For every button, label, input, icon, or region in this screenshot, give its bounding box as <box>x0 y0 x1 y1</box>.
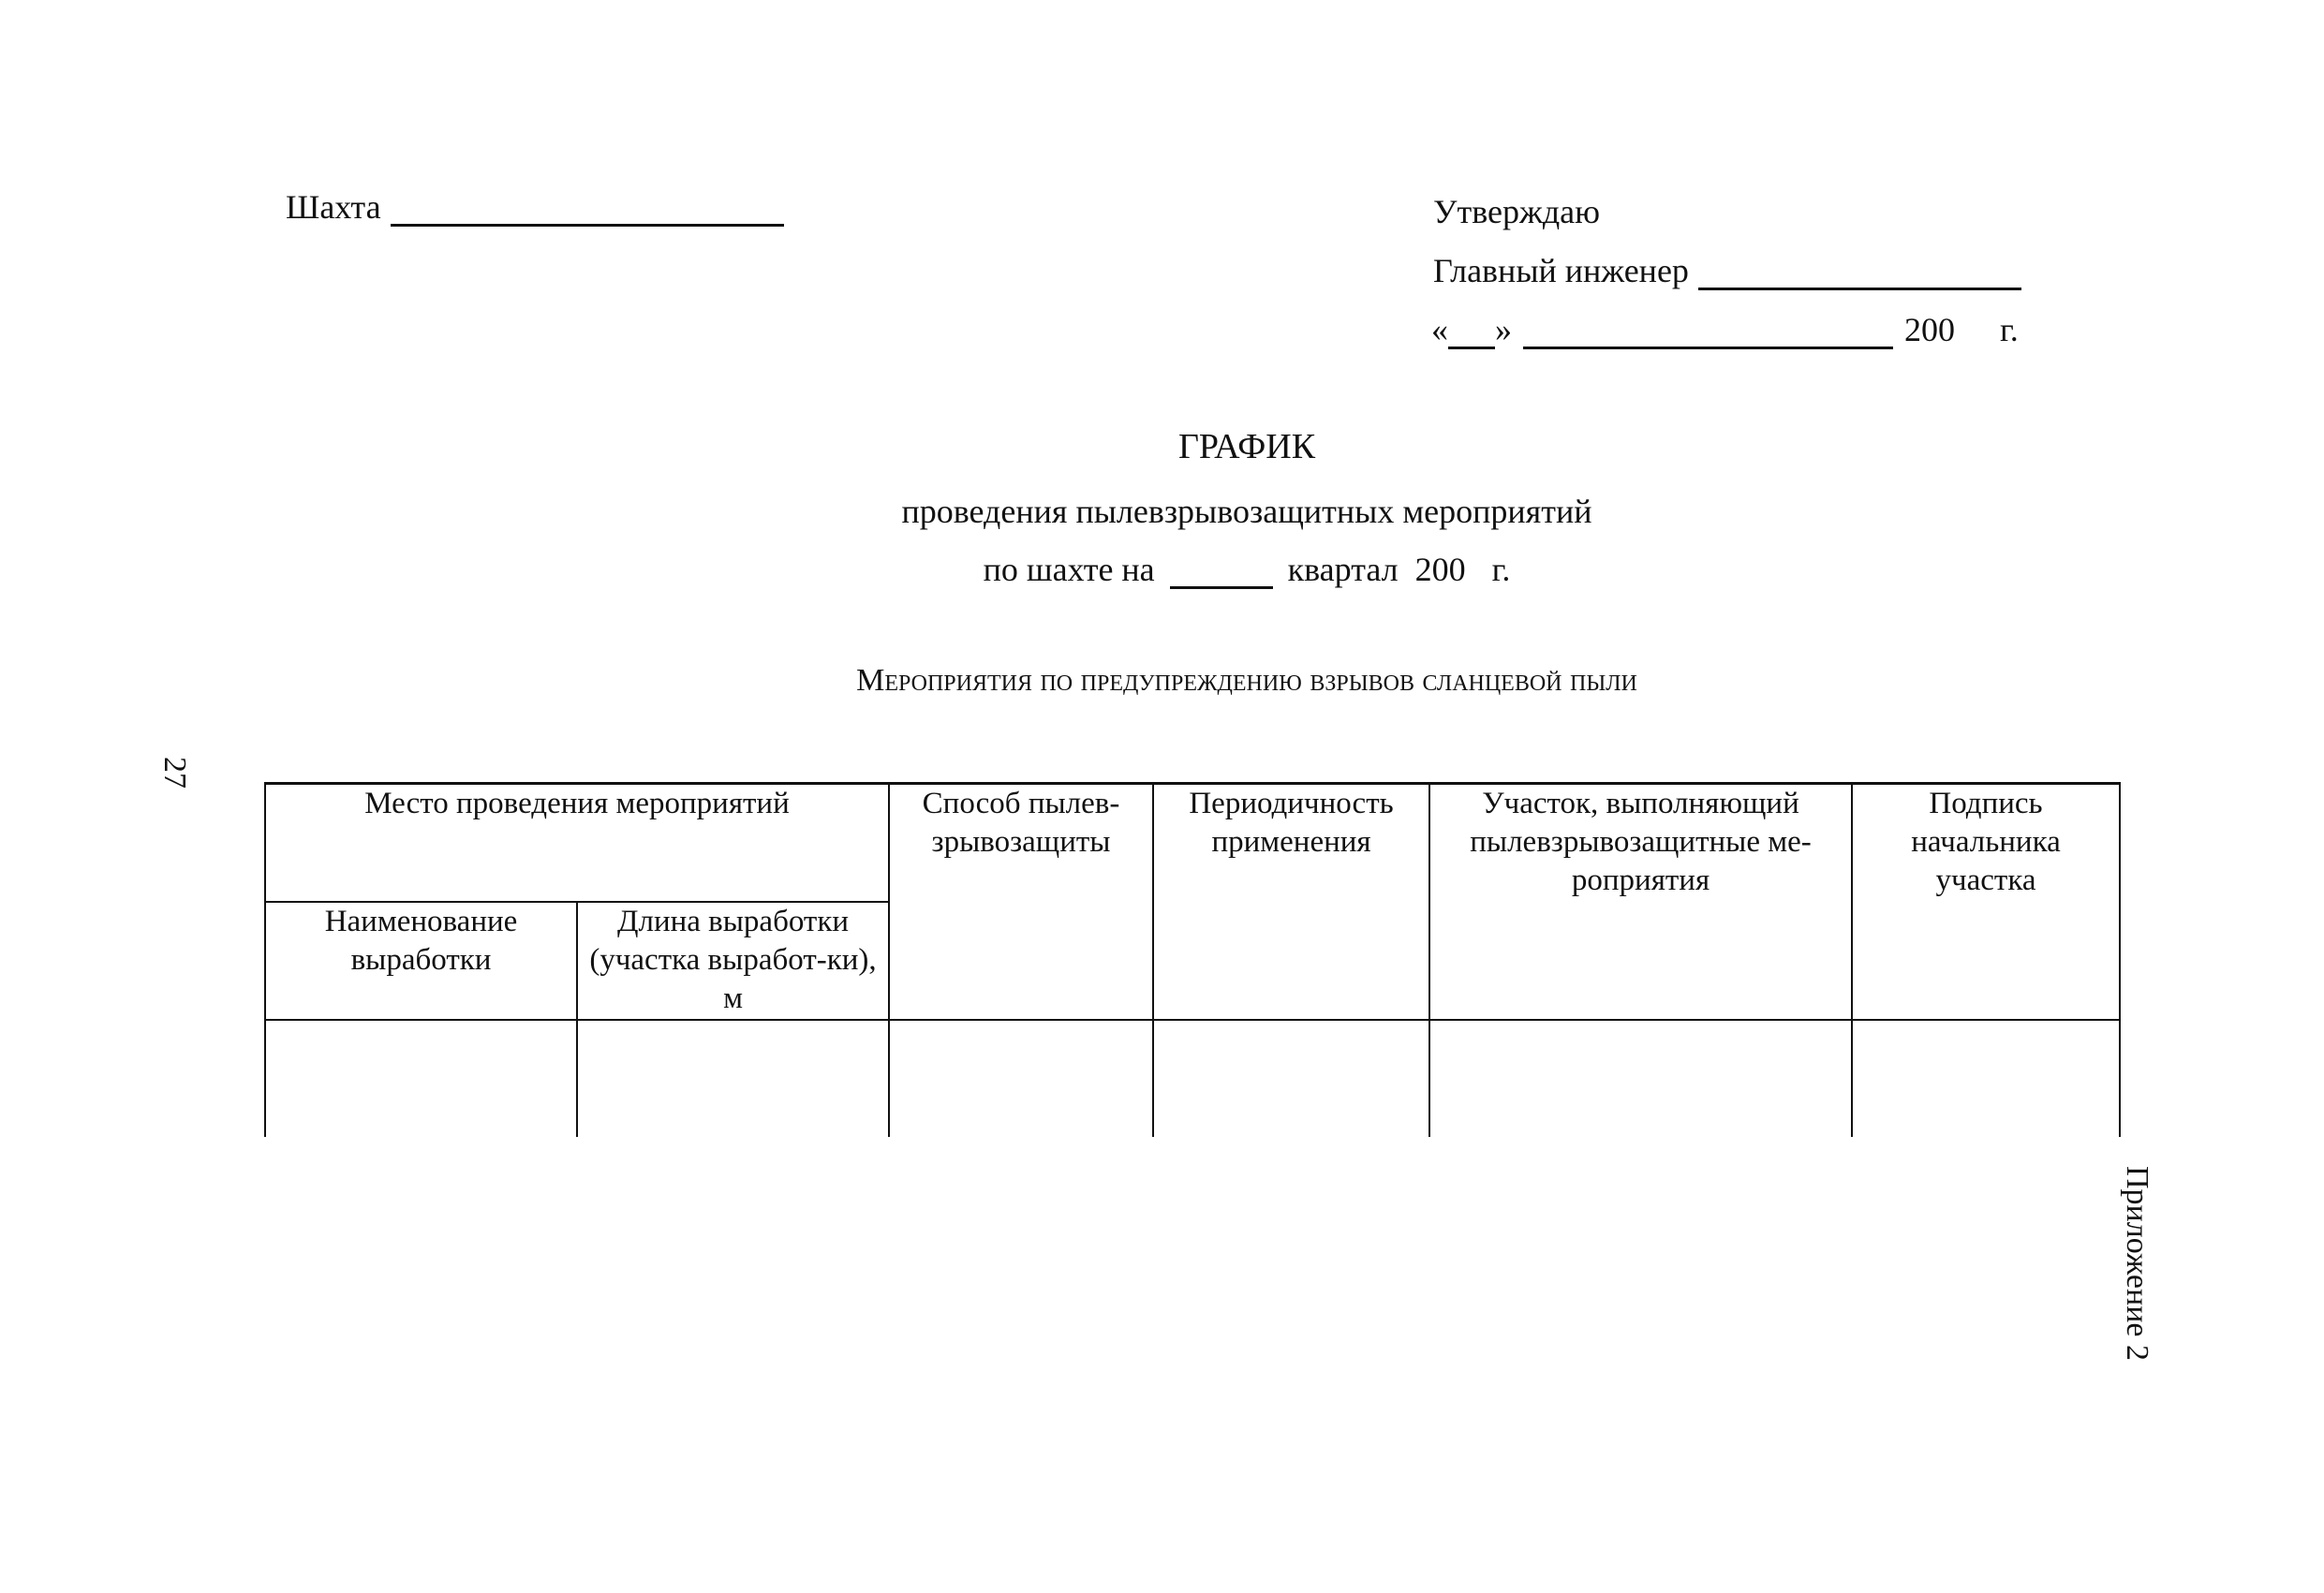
mine-label: Шахта <box>286 188 381 226</box>
table-cell[interactable] <box>1429 1020 1852 1137</box>
date-open-quote: « <box>1431 311 1448 348</box>
approve-label: Утверждаю <box>1433 193 1601 230</box>
table-cell[interactable] <box>1153 1020 1429 1137</box>
chief-engineer-blank-line <box>1698 256 2021 290</box>
period-quarter-label: квартал <box>1287 551 1399 588</box>
subheader-working-name: Наименование выработки <box>265 902 577 1020</box>
chief-engineer-label: Главный инженер <box>1433 252 1689 289</box>
date-year: 200 <box>1904 311 1955 348</box>
mine-blank-line <box>391 192 784 227</box>
subheader-working-length: Длина выработки (участка выработ-ки), м <box>577 902 889 1020</box>
date-close-quote: » <box>1495 311 1512 348</box>
section-heading: Мероприятия по предупреждению взрывов сланцевой пыли <box>856 663 1637 698</box>
document-subtitle: проведения пылевзрывозащитных мероприятий <box>901 493 1592 530</box>
mine-field <box>286 187 784 227</box>
header-periodicity: Периодичность применения <box>1153 784 1429 1021</box>
page-number: 27 <box>157 757 192 789</box>
date-day-blank <box>1448 315 1495 349</box>
date-month-blank <box>1523 315 1893 349</box>
header-place: Место проведения мероприятий <box>265 784 889 903</box>
table-cell[interactable] <box>1852 1020 2120 1137</box>
period-year: 200 <box>1414 551 1466 588</box>
table-cell[interactable] <box>577 1020 889 1137</box>
header-signature: Подпись начальника участка <box>1852 784 2120 1021</box>
header-method: Способ пылев-зрывозащиты <box>889 784 1153 1021</box>
period-line <box>0 550 2324 589</box>
date-year-suffix: г. <box>2000 311 2019 348</box>
quarter-blank <box>1170 556 1273 589</box>
document-title: ГРАФИК <box>1177 427 1316 466</box>
period-year-suffix: г. <box>1491 551 1511 588</box>
period-prefix: по шахте на <box>983 551 1155 588</box>
chief-engineer-field <box>1433 251 2021 290</box>
table-row <box>265 1020 2120 1137</box>
table-cell[interactable] <box>265 1020 577 1137</box>
table-cell[interactable] <box>889 1020 1153 1137</box>
approval-date-field <box>1431 310 2019 349</box>
header-section: Участок, выполняющий пылевзрывозащитные ме-роприятия <box>1429 784 1852 1021</box>
schedule-table <box>264 782 2121 1137</box>
table-header-row <box>265 784 2120 903</box>
appendix-label: Приложение 2 <box>2120 1166 2154 1361</box>
